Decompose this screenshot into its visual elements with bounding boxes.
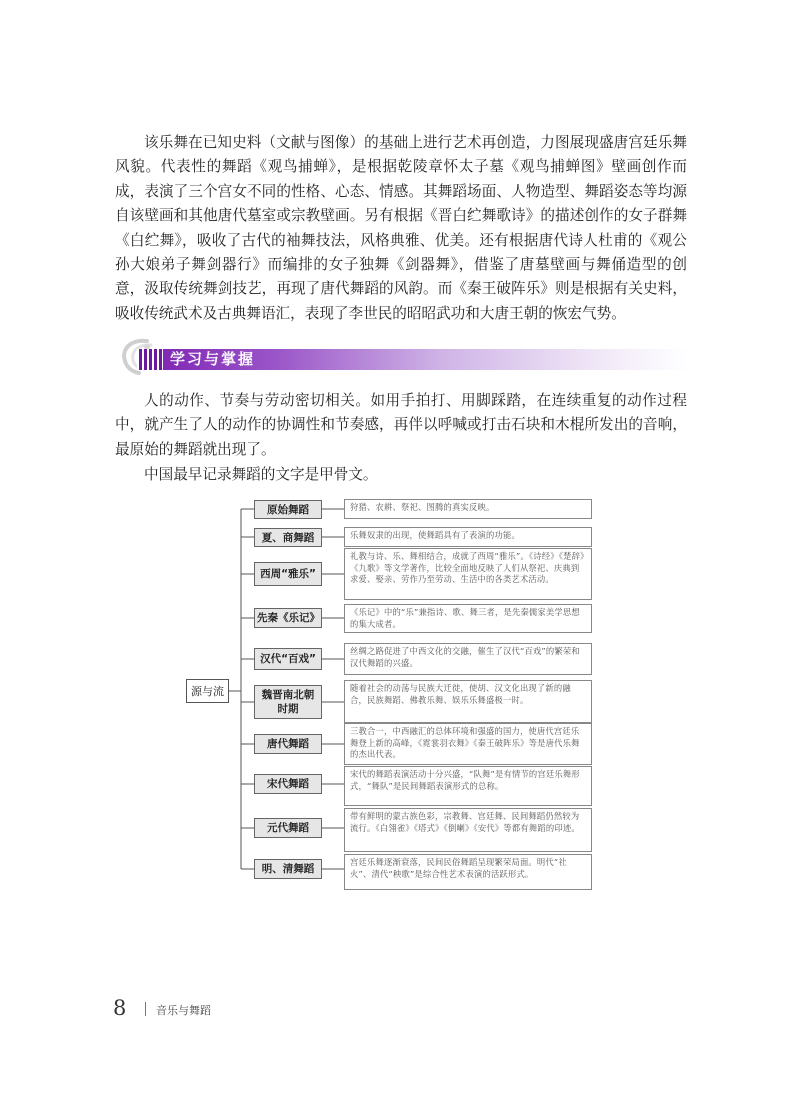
desc-western-zhou-yayue: 礼教与诗、乐、舞相结合，成就了西周“雅乐”。《诗经》《楚辞》《九歌》等文学著作，比较全面地反映了人们从祭祀、庆典到求爱、娶亲、劳作乃至劳动、生活中的各类艺术活动。 (344, 548, 592, 600)
node-wei-jin-period: 魏晋南北朝时期 (254, 685, 322, 719)
node-song-dance: 宋代舞蹈 (254, 774, 322, 794)
node-western-zhou-yayue: 西周“雅乐” (254, 562, 322, 586)
banner-stripes (137, 349, 163, 370)
desc-tang-dance: 三教合一，中西融汇的总体环境和强盛的国力，使唐代宫廷乐舞登上新的高峰，《霓裳羽衣舞》《秦王破阵乐》等是唐代乐舞的杰出代表。 (344, 723, 592, 765)
dance-history-diagram (186, 494, 598, 894)
diagram-root-node: 源与流 (186, 679, 229, 703)
node-han-baixi: 汉代“百戏” (254, 648, 322, 670)
page-number: 8 (113, 996, 127, 1020)
footer-divider (145, 1002, 146, 1016)
body-paragraph: 人的动作、节奏与劳动密切相关。如用手拍打、用脚踩踏，在连续重复的动作过程中，就产生了人的动作的协调性和节奏感，再伴以呼喊或打击石块和木棍所发出的音响，最原始的舞蹈就出现了。 (115, 392, 687, 458)
desc-xia-shang-dance: 乐舞奴隶的出现，使舞蹈具有了表演的功能。 (344, 527, 592, 547)
book-title: 音乐与舞蹈 (156, 1004, 211, 1017)
node-xia-shang-dance: 夏、商舞蹈 (254, 528, 322, 547)
caption-paragraph: 中国最早记录舞蹈的文字是甲骨文。 (144, 466, 378, 483)
desc-primitive-dance: 狩猎、农耕、祭祀、图腾的真实反映。 (344, 499, 592, 519)
desc-pre-qin-yueji: 《乐记》中的“乐”兼指诗、歌、舞三者，是先秦儒家美学思想的集大成者。 (344, 604, 592, 633)
section-heading-banner (117, 335, 689, 375)
node-pre-qin-yueji: 先秦《乐记》 (254, 608, 322, 628)
node-ming-qing-dance: 明、清舞蹈 (254, 859, 322, 879)
desc-yuan-dance: 带有鲜明的蒙古族色彩，宗教舞、宫廷舞、民间舞蹈仍然较为流行。《白翎雀》《塔式》《倒喇》《安代》等都有舞蹈的印迹。 (344, 808, 592, 852)
desc-ming-qing-dance: 宫廷乐舞逐渐衰落，民间民俗舞蹈呈现繁荣局面。明代“社火”、清代“秧歌”是综合性艺术表演的活跃形式。 (344, 854, 592, 890)
node-tang-dance: 唐代舞蹈 (254, 734, 322, 754)
section-title: 学习与掌握 (170, 350, 256, 368)
intro-paragraph: 该乐舞在已知史料（文献与图像）的基础上进行艺术再创造，力图展现盛唐宫廷乐舞风貌。代表性的舞蹈《观鸟捕蝉》，是根据乾陵章怀太子墓《观鸟捕蝉图》壁画创作而成，表演了三个宫女不同的性格、心态、情感。其舞蹈场面、人物造型、舞蹈姿态等均源自该壁画和其他唐代墓室或宗教壁画。另有根据《晋白纻舞歌诗》的描述创作的女子群舞《白纻舞》，吸收了古代的袖舞技法，风格典雅、优美。还有根据唐代诗人杜甫的《观公孙大娘弟子舞剑器行》而编排的女子独舞《剑器舞》，借鉴了唐墓壁画与舞俑造型的创意，汲取传统舞剑技艺，再现了唐代舞蹈的风韵。而《秦王破阵乐》则是根据有关史料，吸收传统武术及古典舞语汇，表现了李世民的昭昭武功和大唐王朝的恢宏气势。 (115, 134, 687, 322)
desc-song-dance: 宋代的舞蹈表演活动十分兴盛，“队舞”是有情节的宫廷乐舞形式，“舞队”是民间舞蹈表演形式的总称。 (344, 766, 592, 806)
desc-han-baixi: 丝绸之路促进了中西文化的交融，催生了汉代“百戏”的繁荣和汉代舞蹈的兴盛。 (344, 643, 592, 675)
node-primitive-dance: 原始舞蹈 (254, 500, 322, 519)
node-yuan-dance: 元代舞蹈 (254, 818, 322, 838)
desc-wei-jin-period: 随着社会的动荡与民族大迁徙，使胡、汉文化出现了新的融合，民族舞蹈、佛教乐舞、娱乐乐舞盛极一时。 (344, 680, 592, 723)
